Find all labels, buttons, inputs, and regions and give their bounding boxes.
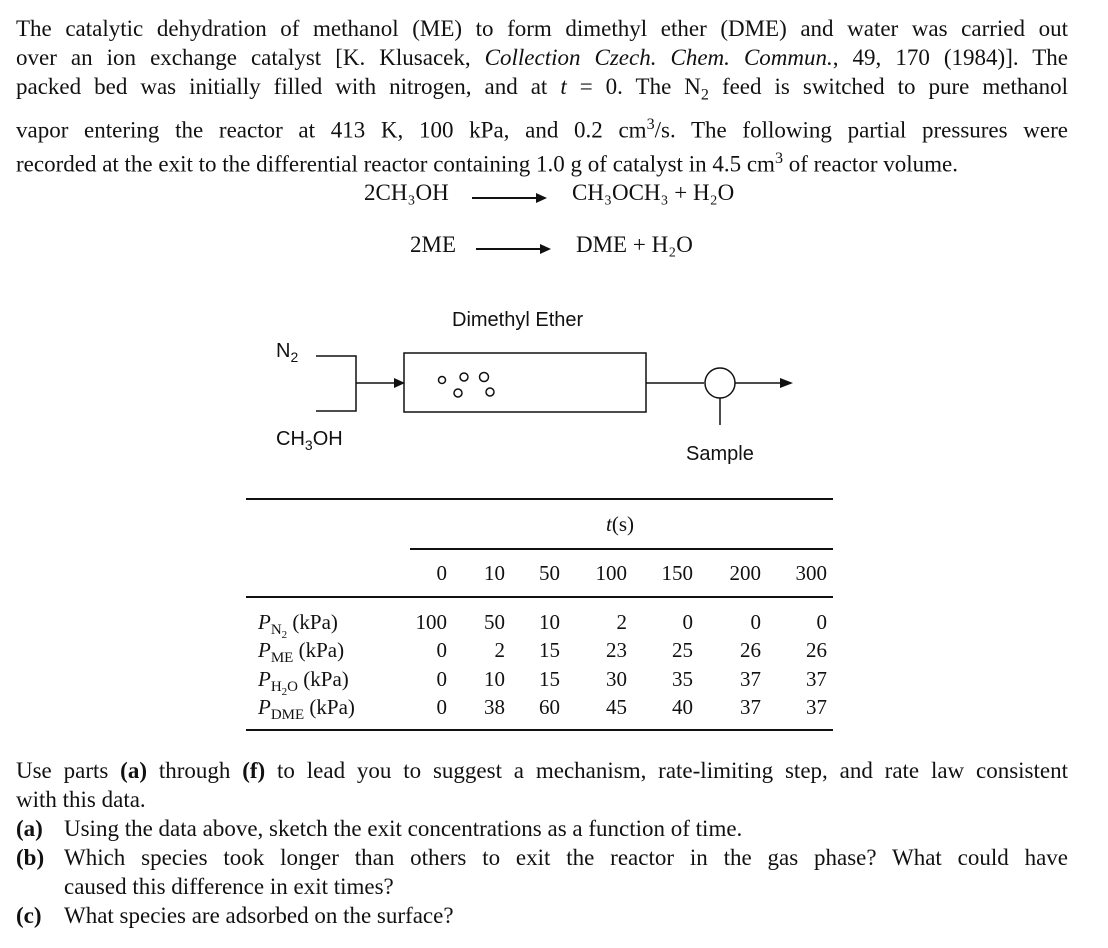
table-cell: 0 [436,695,447,719]
intro-line-1: The catalytic dehydration of methanol (ME) to form dimethyl ether (DME) and water was carried out [16,16,1068,41]
table-cell: 38 [484,695,505,719]
table-cell: 2 [494,638,505,662]
table-cell: 37 [806,695,827,719]
table-cell: 23 [606,638,627,662]
time-header-cell: 10 [484,561,505,585]
table-cell: 25 [672,638,693,662]
table-cell: 35 [672,667,693,691]
table-cell: 0 [750,610,761,634]
catalyst-particle [460,373,468,381]
table-cell: 0 [436,638,447,662]
time-header-cell: 100 [595,561,627,585]
row-label: $P_{DME}$ (kPa) [258,695,355,724]
question-lead: Use parts (a) through (f) to lead you to suggest a mechanism, rate-limiting step, and rate law consistent with this data. [16,758,1068,812]
intro-line-5: recorded at the exit to the differential reactor containing 1.0 g of catalyst in 4.5 $cm^3$ of reactor volume. [16,150,958,177]
intro-line-2: over an ion exchange catalyst [K. Klusacek, Collection Czech. Chem. Commun., 49, 170 (1984)]. The [16,45,1068,70]
table-cell: 30 [606,667,627,691]
table-top-rule [246,498,833,500]
table-cell: 0 [436,667,447,691]
table-cell: 2 [616,610,627,634]
time-header-cell: 50 [539,561,560,585]
row-label: $P_{N_2}$ (kPa) [258,610,338,642]
table-cell: 15 [539,667,560,691]
sample-label: Sample [686,443,754,465]
table-cell: 45 [606,695,627,719]
table-cell: 40 [672,695,693,719]
row-label: $P_{ME}$ (kPa) [258,638,345,667]
time-header-cell: 200 [729,561,761,585]
table-cell: 60 [539,695,560,719]
table-cell: 10 [539,610,560,634]
row-label: $P_{H_2O}$ (kPa) [258,667,349,699]
catalyst-particle [439,377,446,384]
time-header-cell: 300 [795,561,827,585]
table-cell: 10 [484,667,505,691]
feed-switch-lines [316,356,356,411]
n2-feed-label: $N_2$ [276,340,299,365]
table-cell: 26 [806,638,827,662]
intro-line-4: vapor entering the reactor at 413 K, 100 kPa, and 0.2 $cm^3/s$. The following partial pressures were [16,115,1068,143]
methanol-feed-label: $CH_3OH$ [276,428,343,453]
reaction-1-reactant: 2CH₃OH [364,180,449,205]
intro-line-3: packed bed was initially filled with nitrogen, and at t = 0. The $N_2$ feed is switched to pure methanol [16,74,1068,104]
reaction-1-products: CH₃OCH₃ + H₂O [572,180,735,205]
time-header-cell: 150 [661,561,693,585]
time-header-cell: 0 [436,561,447,585]
reaction-2-reactant: 2ME [410,232,456,257]
reaction-2-products: DME + H₂O [576,232,693,257]
catalyst-particle [480,373,489,382]
table-header-rule [410,548,833,550]
table-cell: 100 [415,610,447,634]
table-mid-rule [246,596,833,598]
table-cell: 37 [806,667,827,691]
sample-valve-icon [705,368,735,398]
table-cell: 15 [539,638,560,662]
table-bottom-rule [246,729,833,731]
table-cell: 50 [484,610,505,634]
table-cell: 26 [740,638,761,662]
exit-arrowhead-icon [780,378,793,388]
catalyst-particle [486,388,494,396]
table-cell: 0 [816,610,827,634]
table-time-header: t(s) [606,512,635,536]
table-cell: 37 [740,667,761,691]
table-cell: 0 [682,610,693,634]
table-cell: 37 [740,695,761,719]
diagram-title: Dimethyl Ether [452,309,584,331]
catalyst-particle [454,389,462,397]
